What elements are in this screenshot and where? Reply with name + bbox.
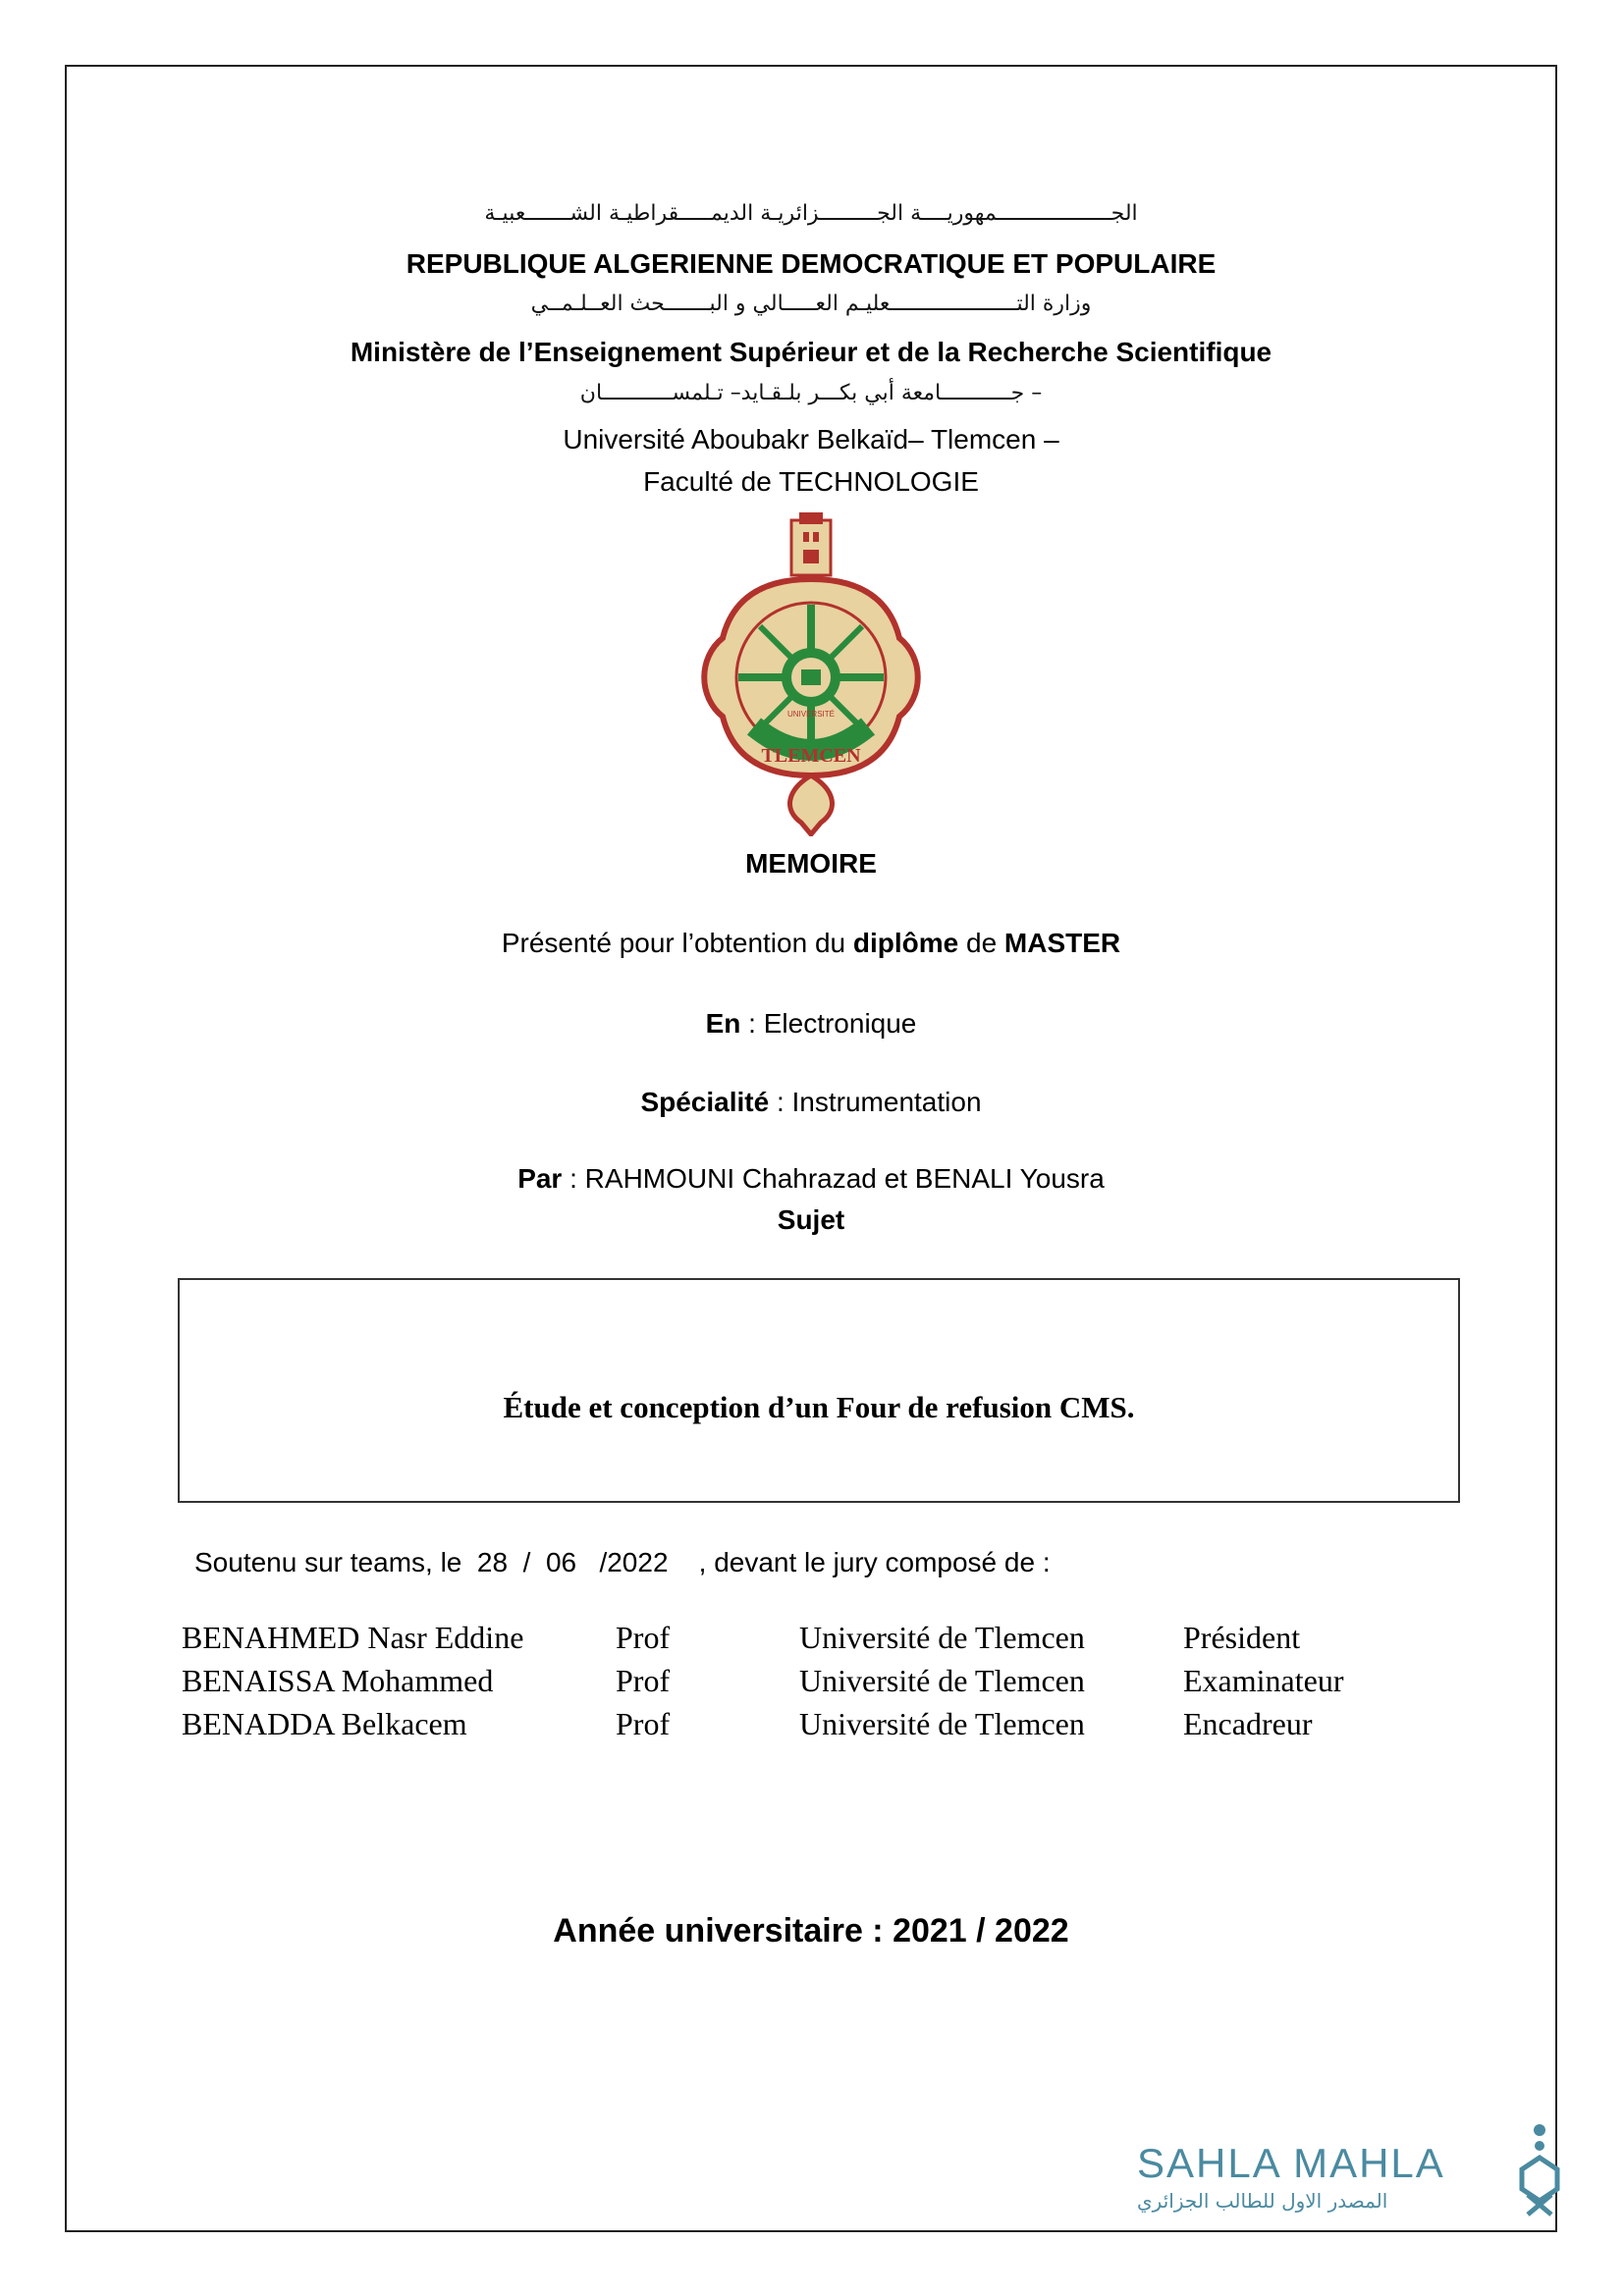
arabic-university-title: – جـــــــــــامعة أبي بكـــر بلـقـايد– تـلمســـــــــــان bbox=[579, 381, 1043, 405]
jury-name: BENADDA Belkacem bbox=[182, 1706, 467, 1741]
specialite-value: : Instrumentation bbox=[769, 1087, 982, 1117]
jury-name: BENAISSA Mohammed bbox=[182, 1663, 494, 1698]
watermark-tagline: المصدر الاول للطالب الجزائري bbox=[1137, 2189, 1388, 2213]
par-label: Par bbox=[517, 1163, 563, 1194]
logo-small-text: UNIVERSITÉ bbox=[786, 710, 836, 719]
sujet-label: Sujet bbox=[777, 1204, 845, 1235]
jury-grade: Prof bbox=[616, 1663, 671, 1698]
jury-institution: Université de Tlemcen bbox=[799, 1620, 1085, 1655]
subject-title: Étude et conception d’un Four de refusion CMS. bbox=[503, 1390, 1135, 1424]
watermark-emblem-icon bbox=[1512, 2120, 1567, 2228]
jury-grade: Prof bbox=[616, 1620, 671, 1655]
jury-institution: Université de Tlemcen bbox=[799, 1663, 1085, 1698]
soutenu-line: Soutenu sur teams, le 28 / 06 /2022 , devant le jury composé de : bbox=[194, 1547, 1051, 1577]
presente-prefix: Présenté pour l’obtention du bbox=[501, 928, 853, 958]
republic-title: REPUBLIQUE ALGERIENNE DEMOCRATIQUE ET POPULAIRE bbox=[406, 248, 1217, 279]
presente-de: de bbox=[958, 928, 1004, 958]
par-value: : RAHMOUNI Chahrazad et BENALI Yousra bbox=[562, 1163, 1105, 1194]
en-line bbox=[65, 1008, 1557, 1040]
jury-role: Encadreur bbox=[1183, 1706, 1313, 1741]
university-name: Université Aboubakr Belkaïd– Tlemcen – bbox=[563, 424, 1059, 454]
faculty-name: Faculté de TECHNOLOGIE bbox=[643, 466, 979, 497]
watermark bbox=[1137, 2140, 1510, 2213]
watermark-brand: SAHLA MAHLA bbox=[1137, 2140, 1445, 2186]
ministry-title: Ministère de l’Enseignement Supérieur et de la Recherche Scientifique bbox=[350, 337, 1272, 367]
jury-row bbox=[0, 1706, 1624, 1749]
en-label: En bbox=[705, 1008, 741, 1039]
arabic-ministry-title: وزارة التــــــــــــــــــــعليـم العـــــالي و البـــــــحث العــلـمــي bbox=[530, 292, 1092, 316]
jury-row bbox=[0, 1620, 1624, 1663]
en-value: : Electronique bbox=[740, 1008, 917, 1039]
logo-text: TLEMCEN bbox=[761, 745, 861, 767]
jury-grade: Prof bbox=[616, 1706, 671, 1741]
jury-institution: Université de Tlemcen bbox=[799, 1706, 1085, 1741]
presente-line bbox=[65, 928, 1557, 959]
specialite-line bbox=[65, 1087, 1557, 1118]
jury-table bbox=[0, 1620, 1624, 1767]
specialite-label: Spécialité bbox=[640, 1087, 770, 1117]
jury-role: Président bbox=[1183, 1620, 1301, 1655]
subject-box bbox=[178, 1278, 1460, 1503]
arabic-republic-title: الجــــــــــــــــــمهوريــــة الجـــــــــزائريـة الديمـــــقراطيـة الشـــــــعبيـة bbox=[484, 201, 1138, 226]
jury-name: BENAHMED Nasr Eddine bbox=[182, 1620, 524, 1655]
memoire-title: MEMOIRE bbox=[745, 848, 877, 879]
jury-row bbox=[0, 1663, 1624, 1706]
university-logo bbox=[693, 510, 929, 836]
diplome-word: diplôme bbox=[852, 928, 959, 958]
annee-universitaire: Année universitaire : 2021 / 2022 bbox=[553, 1912, 1069, 1949]
par-line bbox=[65, 1163, 1557, 1195]
master-word: MASTER bbox=[1003, 928, 1121, 958]
jury-role: Examinateur bbox=[1183, 1663, 1344, 1698]
